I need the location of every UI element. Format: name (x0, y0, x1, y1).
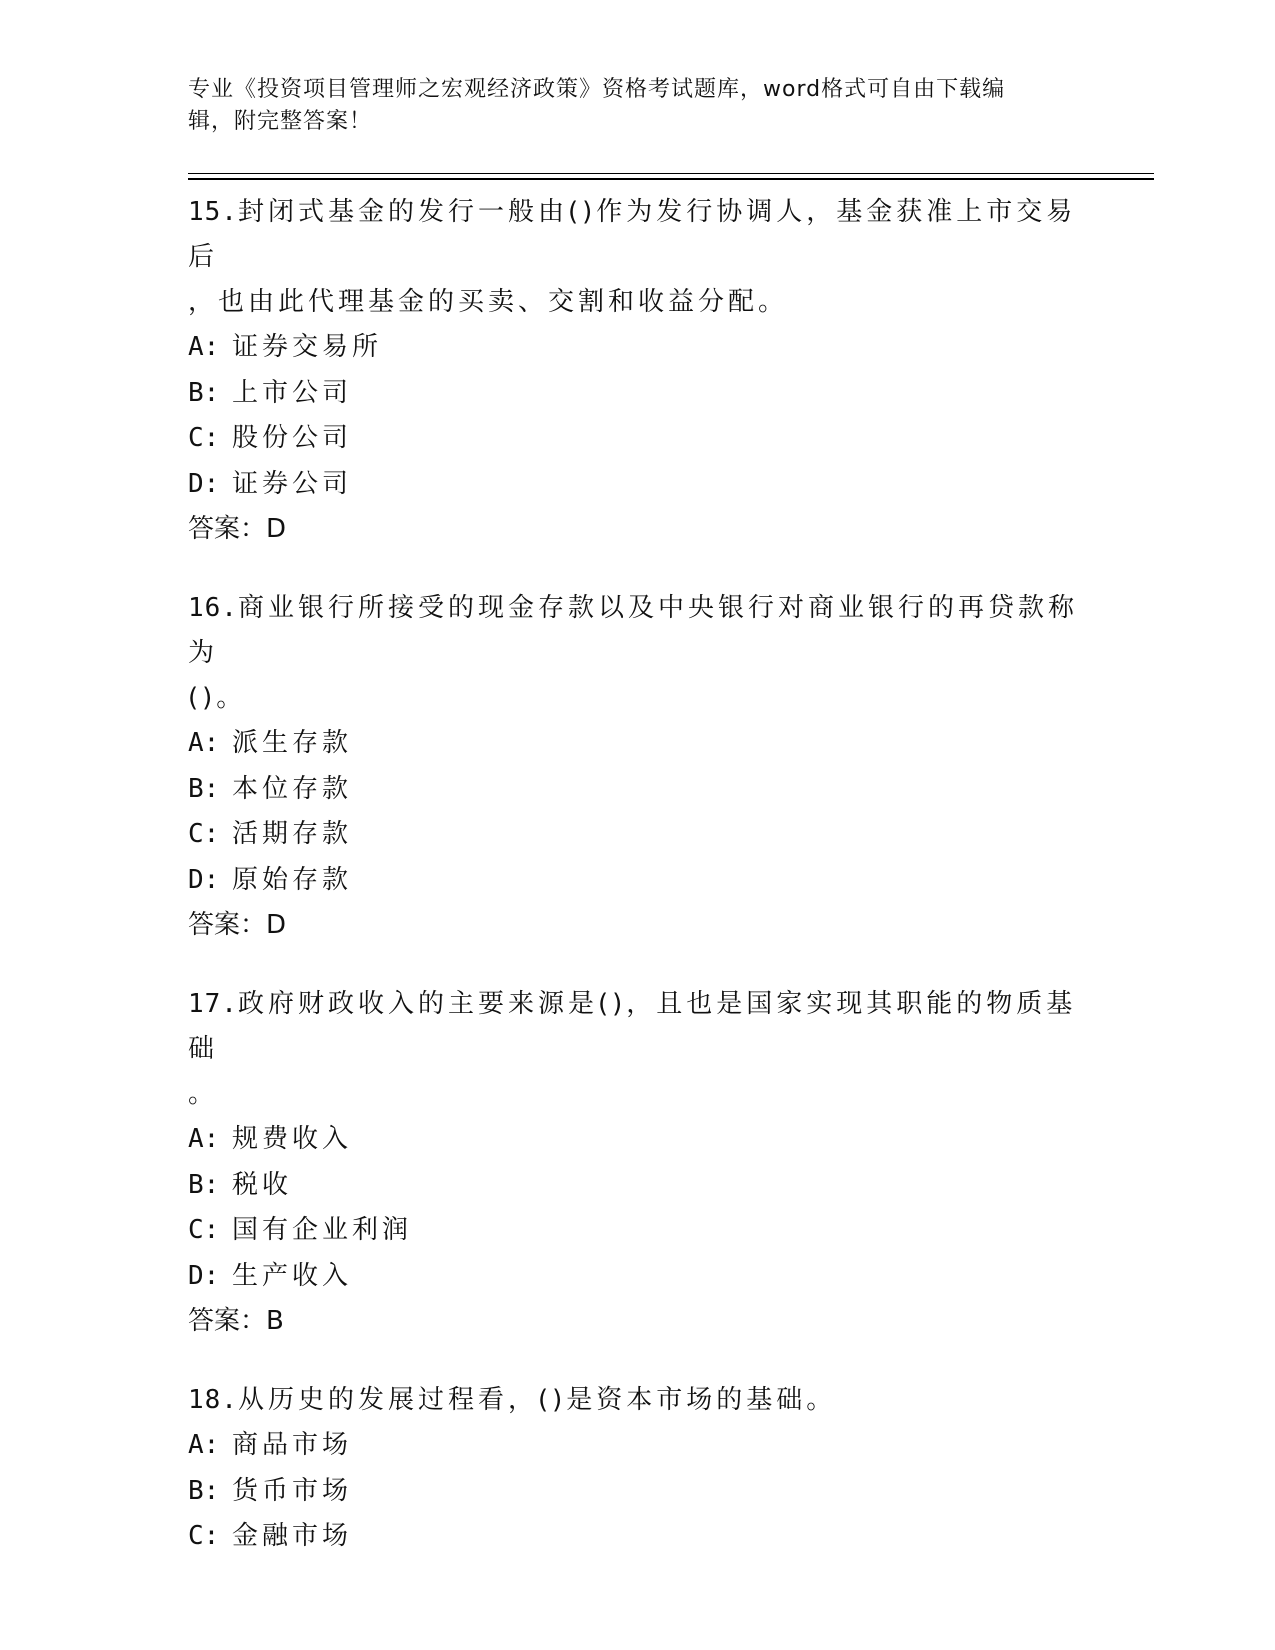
option-b (188, 1163, 1088, 1209)
option-key: B: (188, 773, 220, 804)
option-key: B: (188, 1475, 220, 1506)
option-text: 上市公司 (232, 377, 353, 408)
question-16 (188, 586, 1088, 948)
option-text: 派生存款 (232, 728, 353, 758)
answer-label: 答案： (188, 1306, 267, 1336)
answer-value: B (266, 1306, 284, 1336)
option-a (188, 721, 1088, 767)
option-b (188, 767, 1088, 813)
option-text: 商品市场 (232, 1430, 353, 1460)
option-text: 规费收入 (232, 1124, 353, 1154)
answer-value: D (266, 910, 287, 940)
option-text: 国有企业利润 (232, 1215, 413, 1245)
option-key: C: (188, 1521, 220, 1551)
document-header (188, 74, 1068, 138)
question-stem (188, 1378, 1088, 1423)
option-key: A: (188, 1430, 220, 1460)
option-c (188, 1514, 1088, 1560)
option-key: D: (188, 1260, 220, 1291)
answer-line (188, 1299, 1088, 1344)
option-text: 金融市场 (232, 1521, 353, 1551)
option-key: C: (188, 819, 220, 849)
question-stem (188, 190, 1088, 280)
answer-value: D (266, 514, 287, 544)
option-text: 税收 (232, 1169, 293, 1200)
option-a (188, 1117, 1088, 1163)
answer-line (188, 507, 1088, 552)
header-line-2: 辑，附完整答案！ (188, 109, 373, 134)
option-c (188, 812, 1088, 858)
question-stem-line-1: 封闭式基金的发行一般由()作为发行协调人，基金获准上市交易后 (188, 197, 1077, 272)
option-b (188, 371, 1088, 417)
question-15 (188, 190, 1088, 552)
option-c (188, 1208, 1088, 1254)
option-key: D: (188, 468, 220, 499)
option-d (188, 462, 1088, 508)
option-key: A: (188, 1124, 220, 1154)
option-text: 股份公司 (232, 423, 353, 453)
option-text: 活期存款 (232, 819, 353, 849)
question-17 (188, 982, 1088, 1344)
option-text: 证券公司 (232, 468, 353, 499)
option-d (188, 1254, 1088, 1300)
question-stem (188, 586, 1088, 676)
question-stem-line-2: ()。 (188, 683, 247, 713)
header-rule-top (188, 173, 1154, 174)
option-d (188, 858, 1088, 904)
option-a (188, 325, 1088, 371)
question-stem-line-1: 从历史的发展过程看，()是资本市场的基础。 (237, 1385, 837, 1415)
answer-line (188, 903, 1088, 948)
question-stem-line-2: 。 (188, 1079, 219, 1109)
question-stem-line-1: 政府财政收入的主要来源是()，且也是国家实现其职能的物质基础 (188, 989, 1077, 1064)
option-key: D: (188, 864, 220, 895)
option-key: C: (188, 1215, 220, 1245)
header-line-1: 专业《投资项目管理师之宏观经济政策》资格考试题库，word格式可自由下载编 (188, 77, 1006, 102)
option-a (188, 1423, 1088, 1469)
question-list (188, 190, 1088, 1594)
question-stem (188, 982, 1088, 1072)
option-key: C: (188, 423, 220, 453)
option-key: A: (188, 728, 220, 758)
question-number: 16. (188, 593, 238, 623)
option-text: 原始存款 (232, 864, 353, 895)
option-b (188, 1469, 1088, 1515)
option-key: B: (188, 1169, 220, 1200)
question-number: 17. (188, 989, 238, 1019)
option-c (188, 416, 1088, 462)
question-18 (188, 1378, 1088, 1560)
option-text: 本位存款 (232, 773, 353, 804)
question-number: 15. (188, 197, 238, 227)
option-text: 证券交易所 (232, 332, 383, 362)
option-key: A: (188, 332, 220, 362)
answer-label: 答案： (188, 910, 267, 940)
header-rule-bottom (188, 178, 1154, 180)
option-text: 货币市场 (232, 1475, 353, 1506)
answer-label: 答案： (188, 514, 267, 544)
option-text: 生产收入 (232, 1260, 353, 1291)
question-stem-line-1: 商业银行所接受的现金存款以及中央银行对商业银行的再贷款称为 (188, 593, 1078, 668)
option-key: B: (188, 377, 220, 408)
question-number: 18. (188, 1385, 238, 1415)
question-stem-line-2: ，也由此代理基金的买卖、交割和收益分配。 (188, 287, 789, 317)
